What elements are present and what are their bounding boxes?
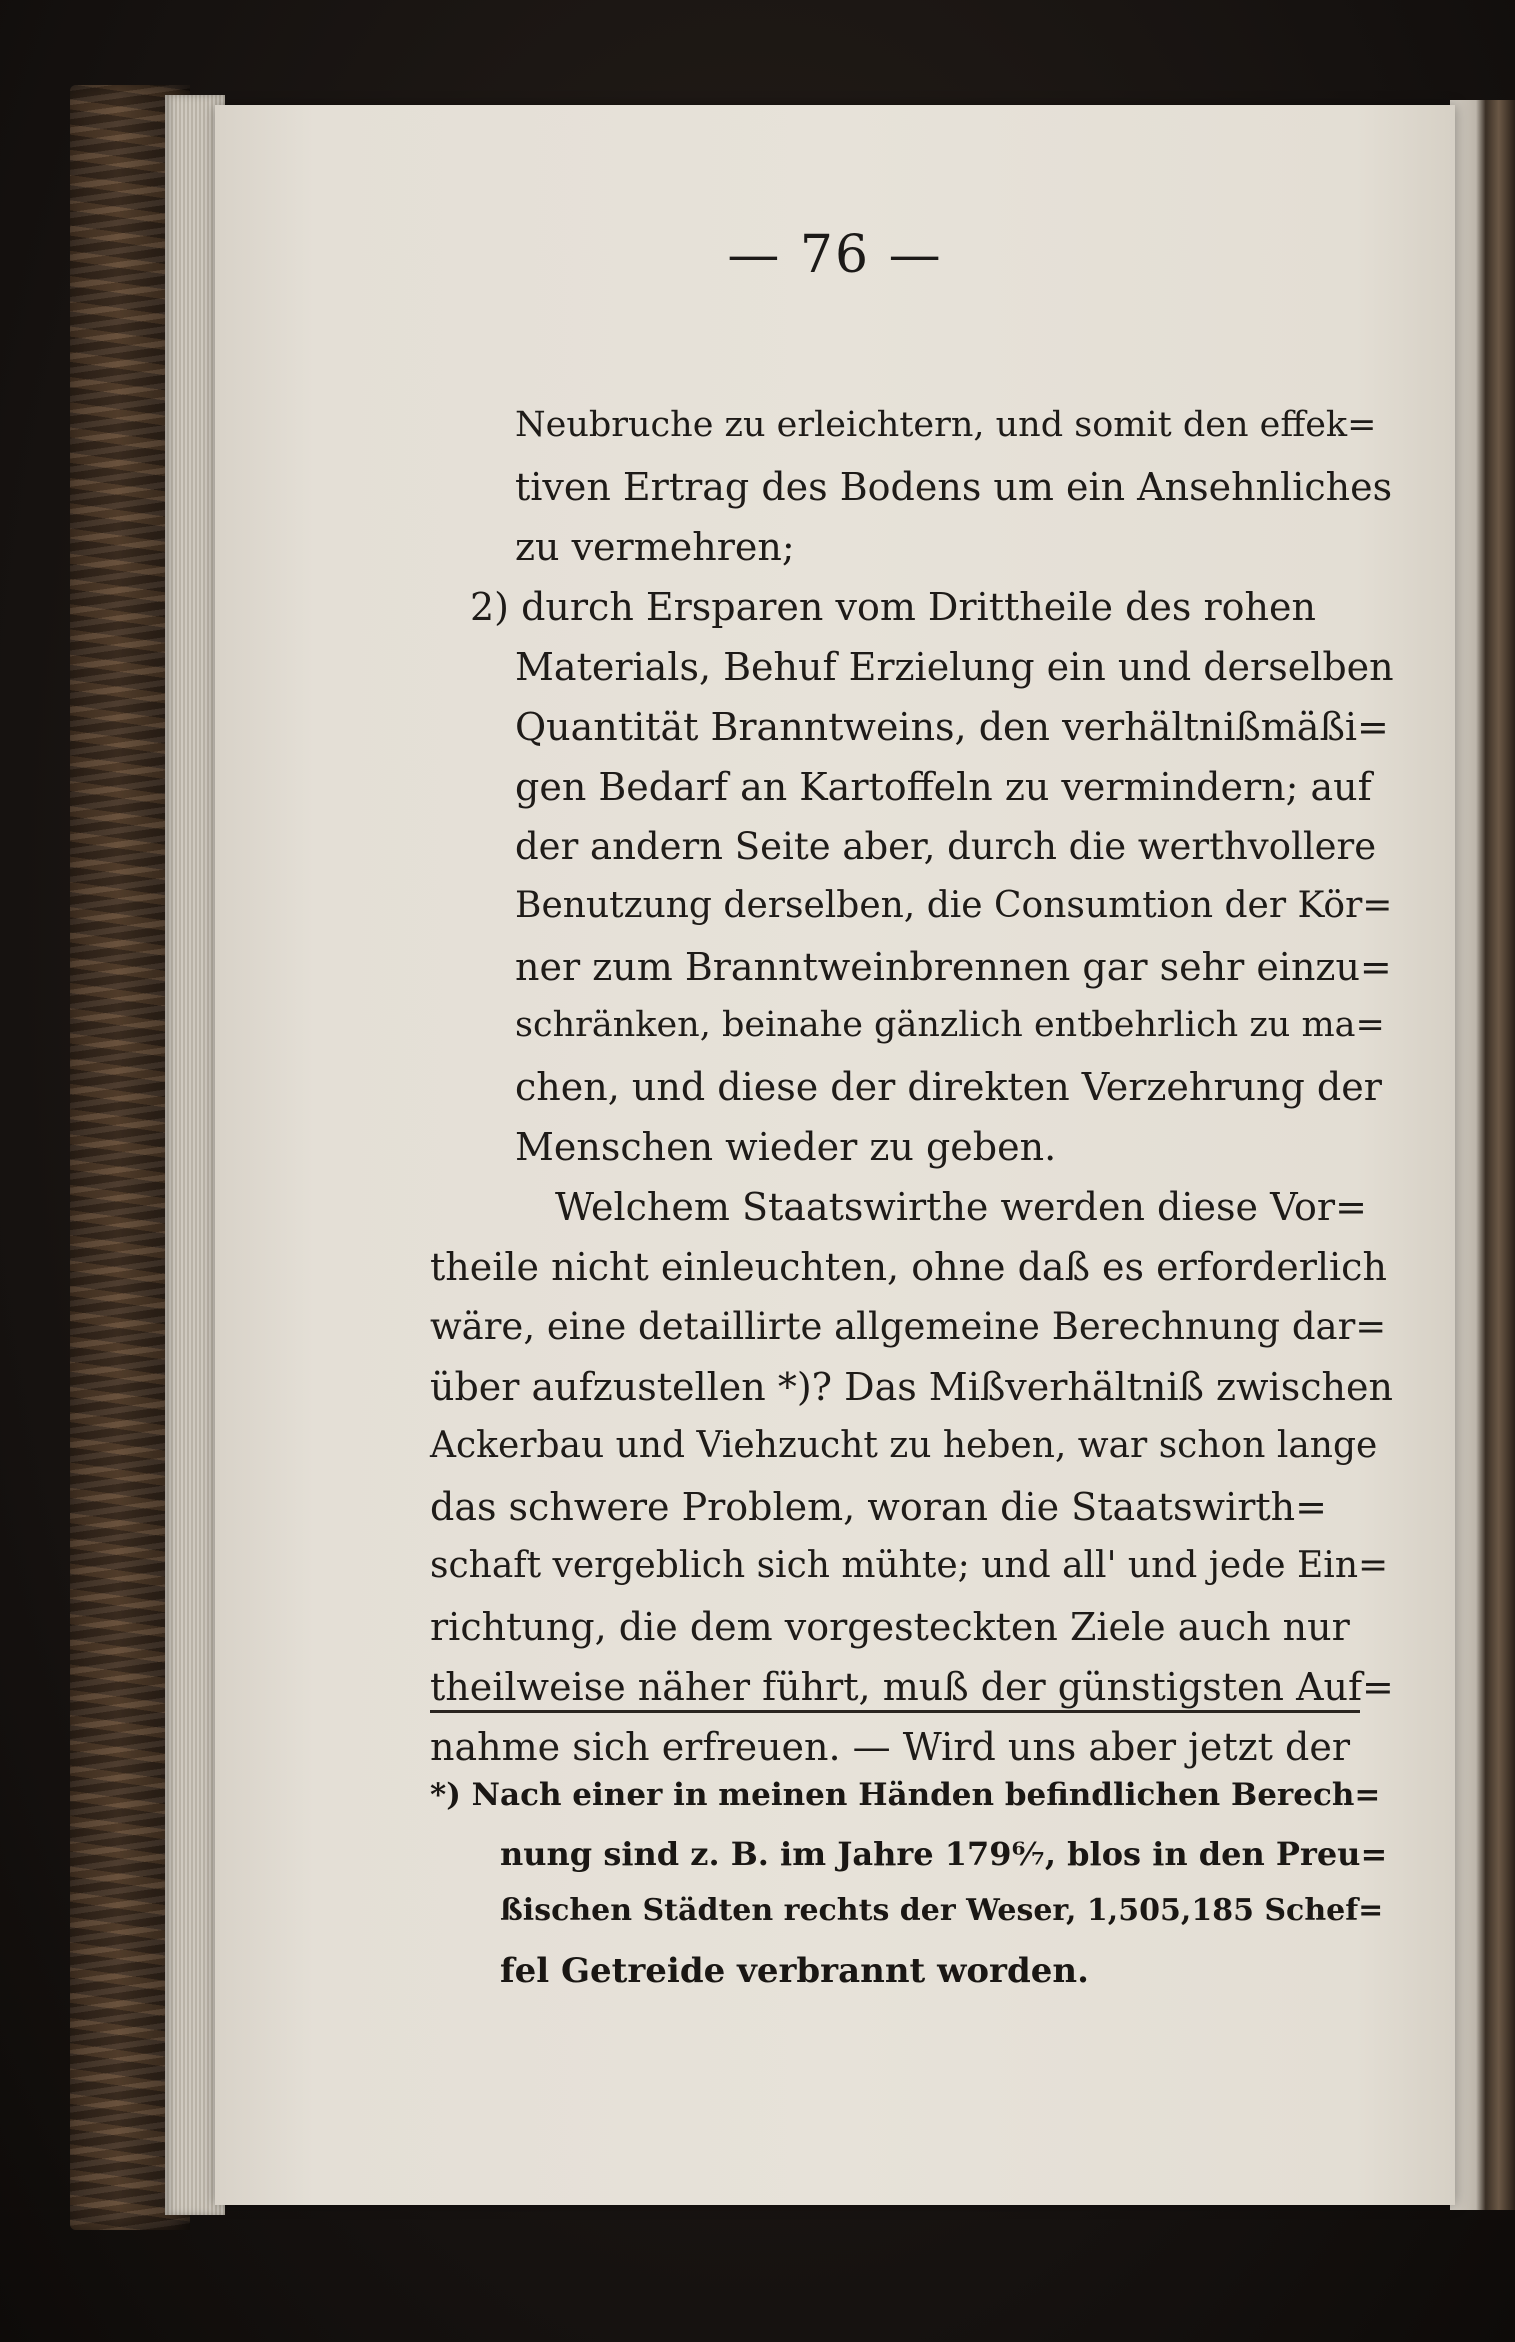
body-line: schaft vergeblich sich mühte; und all' und jede Ein=	[430, 1545, 1389, 1586]
body-line: das schwere Problem, woran die Staatswirth=	[430, 1485, 1327, 1529]
body-line: richtung, die dem vorgesteckten Ziele auch nur	[430, 1605, 1350, 1649]
body-line: Welchem Staatswirthe werden diese Vor=	[555, 1185, 1367, 1229]
body-line: Ackerbau und Viehzucht zu heben, war schon lange	[430, 1425, 1378, 1466]
footnote-line: ßischen Städten rechts der Weser, 1,505,185 Schef=	[500, 1893, 1384, 1928]
body-line: Menschen wieder zu geben.	[515, 1125, 1057, 1169]
footnote-line: nung sind z. B. im Jahre 179⁶⁄₇, blos in den Preu=	[500, 1835, 1388, 1873]
right-page-edges	[1450, 100, 1515, 2210]
body-line: 2) durch Ersparen vom Drittheile des rohen	[470, 585, 1316, 629]
body-line: Neubruche zu erleichtern, und somit den effek=	[515, 405, 1377, 445]
body-line: theile nicht einleuchten, ohne daß es erforderlich	[430, 1245, 1387, 1289]
body-line: theilweise näher führt, muß der günstigsten Auf=	[430, 1665, 1394, 1709]
body-line: tiven Ertrag des Bodens um ein Ansehnliches	[515, 465, 1393, 509]
body-line: Materials, Behuf Erzielung ein und derselben	[515, 645, 1394, 689]
body-line: nahme sich erfreuen. — Wird uns aber jetzt der	[430, 1725, 1350, 1769]
body-line: Benutzung derselben, die Consumtion der Kör=	[515, 885, 1393, 926]
body-line: der andern Seite aber, durch die werthvollere	[515, 825, 1377, 868]
body-line: schränken, beinahe gänzlich entbehrlich zu ma=	[515, 1005, 1385, 1045]
body-line: ner zum Branntweinbrennen gar sehr einzu=	[515, 945, 1392, 989]
body-line: chen, und diese der direkten Verzehrung der	[515, 1065, 1382, 1109]
book-page	[215, 105, 1455, 2205]
footnote-line: fel Getreide verbrannt worden.	[500, 1951, 1089, 1991]
body-line: gen Bedarf an Kartoffeln zu vermindern; auf	[515, 765, 1372, 809]
page-number: — 76 —	[727, 225, 943, 285]
body-line: Quantität Branntweins, den verhältnißmäßi=	[515, 705, 1389, 749]
footnote-line: *) Nach einer in meinen Händen befindlichen Berech=	[430, 1777, 1381, 1813]
footnote-rule	[430, 1710, 1360, 1713]
body-line: über aufzustellen *)? Das Mißverhältniß zwischen	[430, 1365, 1393, 1409]
body-line: zu vermehren;	[515, 525, 795, 569]
body-line: wäre, eine detaillirte allgemeine Berechnung dar=	[430, 1305, 1387, 1348]
